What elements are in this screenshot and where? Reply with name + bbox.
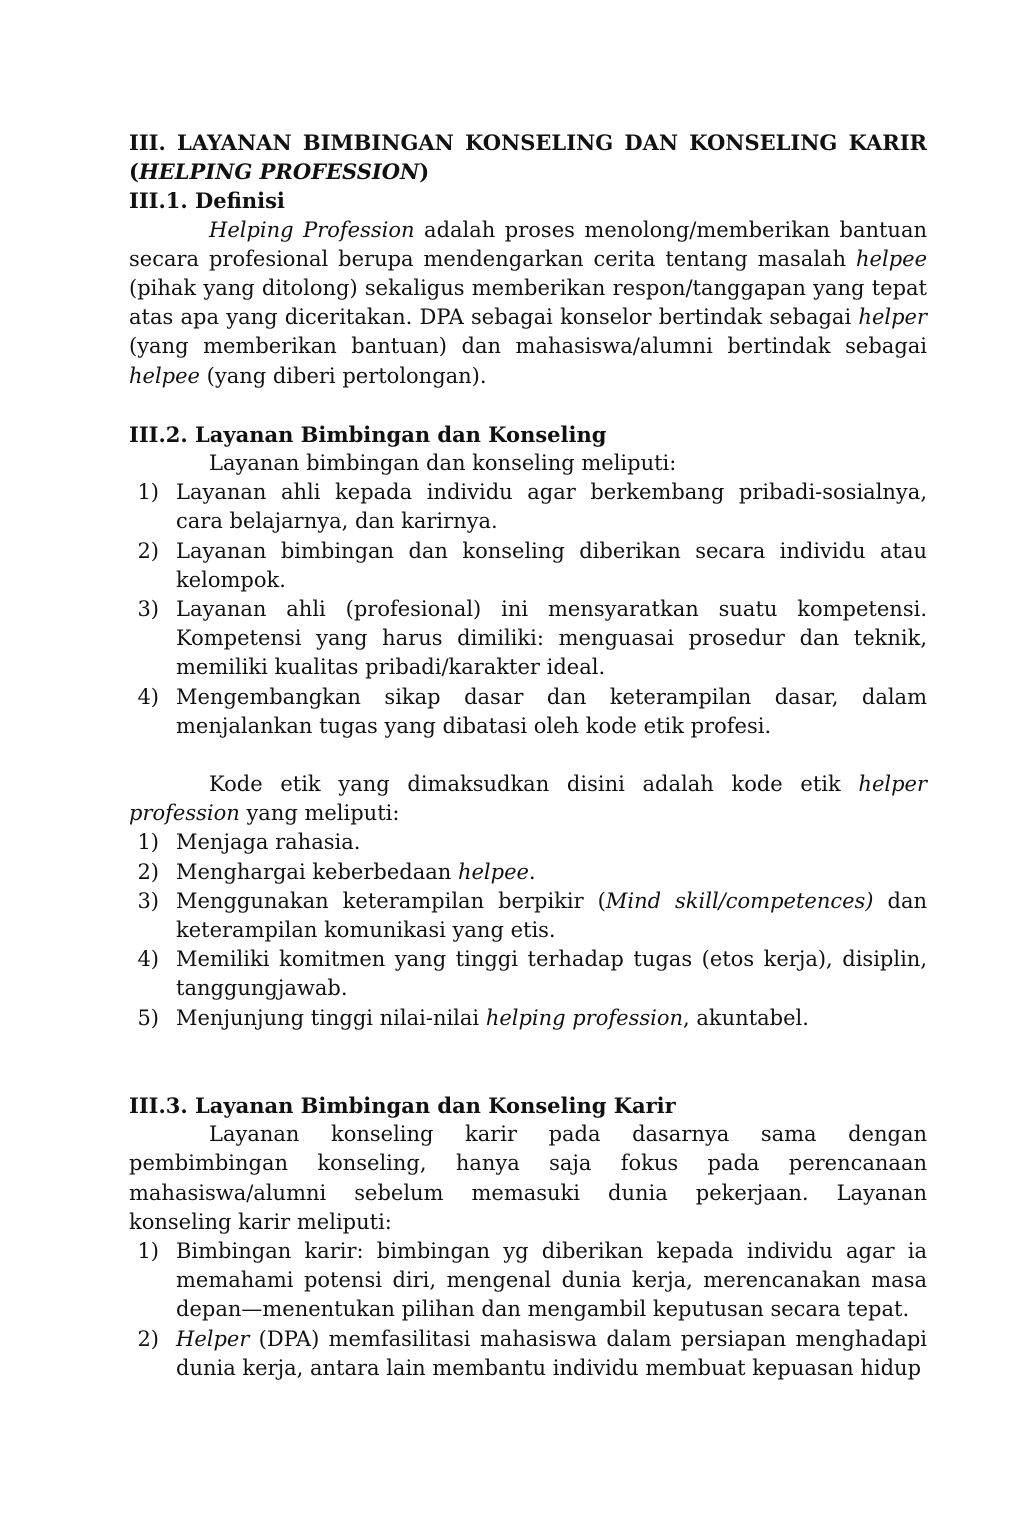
list-item: 2) Layanan bimbingan dan konseling diberikan secara individu atau kelompok.	[137, 538, 927, 592]
intro-paragraph: Layanan bimbingan dan konseling meliputi:	[209, 451, 677, 476]
section-title: III. LAYANAN BIMBINGAN KONSELING DAN KONSELING KARIR (HELPING PROFESSION)	[129, 130, 927, 185]
list-item: 2) Helper (DPA) memfasilitasi mahasiswa dalam persiapan menghadapi dunia kerja, antara lain membantu individu membuat kepuasan hidup	[137, 1326, 927, 1380]
definition-paragraph: Helping Profession adalah proses menolong/memberikan bantuan secara profesional berupa mendengarkan cerita tentang masalah helpee (pihak yang ditolong) sekaligus memberikan respon/tanggapan yang tepat atas apa yang diceritakan. DPA sebagai konselor bertindak sebagai helper (yang memberikan bantuan) dan mahasiswa/alumni bertindak sebagai helpee (yang diberi pertolongan).	[129, 217, 927, 388]
subsection-heading-bimbingan-konseling: III.2. Layanan Bimbingan dan Konseling	[129, 421, 607, 447]
list-item: 3) Menggunakan keterampilan berpikir (Mind skill/competences) dan keterampilan komunikasi yang etis.	[137, 888, 927, 943]
document-page	[129, 128, 927, 1383]
list-item: 5) Menjunjung tinggi nilai-nilai helping profession, akuntabel.	[137, 1005, 809, 1030]
career-list	[129, 1237, 927, 1383]
ethics-list	[129, 828, 927, 1032]
career-intro-paragraph: Layanan konseling karir pada dasarnya sama dengan pembimbingan konseling, hanya saja fokus pada perencanaan mahasiswa/alumni sebelum memasuki dunia pekerjaan. Layanan konseling karir meliputi:	[129, 1122, 927, 1234]
list-item: 1) Bimbingan karir: bimbingan yg diberikan kepada individu agar ia memahami potensi diri, mengenal dunia kerja, merencanakan masa depan—menentukan pilihan dan mengambil keputusan secara tepat.	[137, 1238, 927, 1322]
list-item: 1) Layanan ahli kepada individu agar berkembang pribadi-sosialnya, cara belajarnya, dan karirnya.	[137, 480, 927, 534]
services-list	[129, 478, 927, 741]
list-item: 4) Memiliki komitmen yang tinggi terhadap tugas (etos kerja), disiplin, tanggungjawab.	[137, 947, 927, 1001]
list-item: 2) Menghargai keberbedaan helpee.	[137, 859, 536, 884]
list-item: 3) Layanan ahli (profesional) ini mensyaratkan suatu kompetensi. Kompetensi yang harus dimiliki: menguasai prosedur dan teknik, memiliki kualitas pribadi/karakter ideal.	[137, 597, 927, 680]
code-of-ethics-paragraph: Kode etik yang dimaksudkan disini adalah kode etik helper profession yang meliputi:	[129, 772, 927, 826]
list-item: 4) Mengembangkan sikap dasar dan keterampilan dasar, dalam menjalankan tugas yang dibatasi oleh kode etik profesi.	[137, 684, 927, 738]
subsection-heading-konseling-karir: III.3. Layanan Bimbingan dan Konseling Karir	[129, 1092, 676, 1118]
subsection-heading-definisi: III.1. Definisi	[129, 188, 285, 214]
list-item: 1) Menjaga rahasia.	[137, 830, 361, 855]
